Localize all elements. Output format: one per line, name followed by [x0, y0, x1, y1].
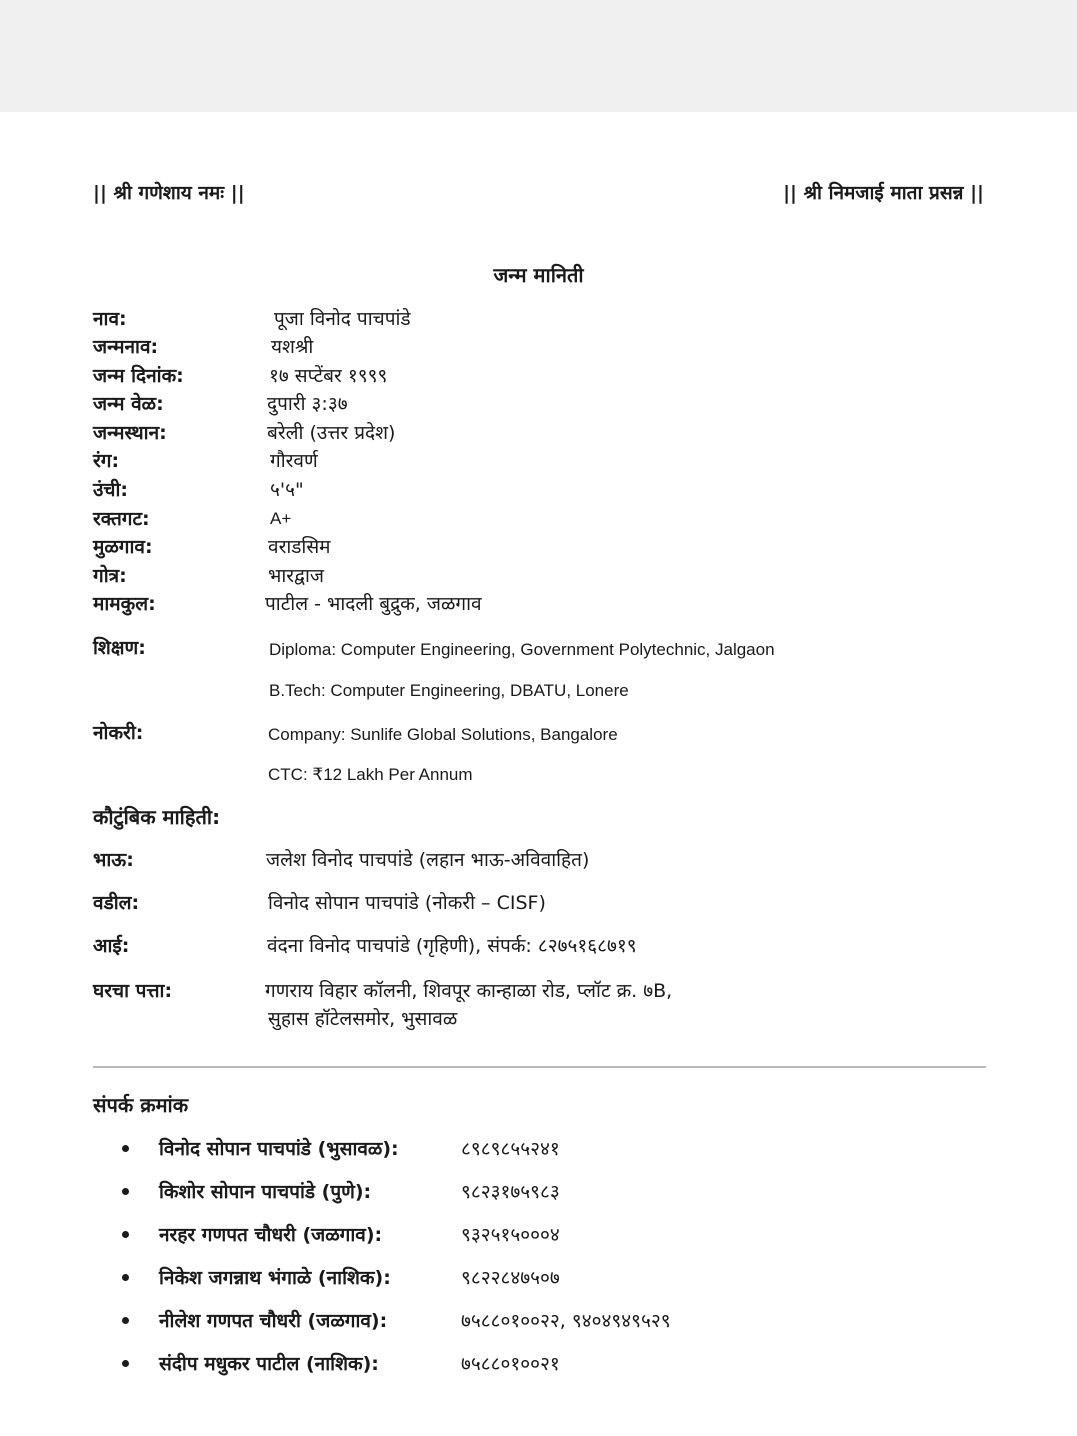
- bullet-icon: [122, 1145, 129, 1152]
- detail-value: A+: [270, 509, 292, 528]
- contacts-heading: संपर्क क्रमांक: [93, 1093, 189, 1117]
- detail-value: पूजा विनोद पाचपांडे: [274, 308, 411, 330]
- contact-number: ७५८८०१००२१: [461, 1353, 560, 1375]
- education-row: [93, 635, 993, 663]
- job-label: नोकरी:: [93, 722, 144, 744]
- contact-item: [122, 1265, 982, 1295]
- detail-row-name: [93, 306, 993, 334]
- contact-number: ८९८९८५५२४१: [461, 1138, 560, 1160]
- detail-value: बरेली (उत्तर प्रदेश): [267, 422, 396, 444]
- job-row: [93, 720, 993, 748]
- education-label: शिक्षण:: [93, 637, 146, 659]
- family-row-brother: [93, 847, 993, 875]
- contact-name: निकेश जगन्नाथ भंगाळे (नाशिक):: [159, 1267, 391, 1289]
- detail-row-birth-date: [93, 363, 993, 391]
- contact-item: [122, 1222, 982, 1252]
- right-invocation: || श्री निमजाई माता प्रसन्न ||: [783, 182, 984, 204]
- job-ctc: CTC: ₹12 Lakh Per Annum: [268, 765, 473, 784]
- contact-name: नीलेश गणपत चौधरी (जळगाव):: [159, 1310, 388, 1332]
- left-invocation: || श्री गणेशाय नमः ||: [93, 182, 245, 204]
- detail-row-birth-time: [93, 391, 993, 419]
- bullet-icon: [122, 1274, 129, 1281]
- detail-value: यशश्री: [271, 336, 314, 358]
- detail-label: रंग:: [93, 450, 120, 472]
- contact-item: [122, 1136, 982, 1166]
- education-row-2: [93, 678, 993, 706]
- family-row-mother: [93, 933, 993, 961]
- detail-row-blood-group: [93, 506, 993, 534]
- detail-label: मुळगाव:: [93, 536, 153, 558]
- address-line-2: सुहास हॉटेलसमोर, भुसावळ: [268, 1008, 458, 1030]
- detail-value: ५'५": [270, 479, 304, 501]
- detail-value: दुपारी ३:३७: [267, 393, 348, 415]
- education-diploma: Diploma: Computer Engineering, Government Polytechnic, Jalgaon: [269, 640, 775, 659]
- detail-label: जन्मनाव:: [93, 336, 159, 358]
- job-company: Company: Sunlife Global Solutions, Bangalore: [268, 725, 618, 744]
- detail-label: मामकुल:: [93, 593, 156, 615]
- section-divider: [93, 1066, 986, 1068]
- contact-number: ९३२५१५०००४: [461, 1224, 560, 1246]
- job-row-2: [93, 762, 993, 790]
- family-value: वंदना विनोद पाचपांडे (गृहिणी), संपर्क: ८२७५१६८७१९: [267, 935, 637, 957]
- bullet-icon: [122, 1231, 129, 1238]
- detail-label: जन्म दिनांक:: [93, 365, 184, 387]
- family-label: आई:: [93, 935, 130, 957]
- bullet-icon: [122, 1317, 129, 1324]
- detail-value: भारद्वाज: [268, 565, 324, 587]
- family-row-address: [93, 978, 993, 1034]
- family-row-father: [93, 890, 993, 918]
- family-value: विनोद सोपान पाचपांडे (नोकरी – CISF): [268, 892, 546, 914]
- contact-item: [122, 1179, 982, 1209]
- detail-label: जन्मस्थान:: [93, 422, 167, 444]
- bullet-icon: [122, 1360, 129, 1367]
- detail-label: गोत्र:: [93, 565, 127, 587]
- detail-value: गौरवर्ण: [270, 450, 318, 472]
- contact-name: संदीप मधुकर पाटील (नाशिक):: [159, 1353, 379, 1375]
- detail-value: वराडसिम: [268, 536, 331, 558]
- family-heading: कौटुंबिक माहिती:: [93, 805, 221, 829]
- detail-label: रक्तगट:: [93, 508, 150, 530]
- family-label: भाऊ:: [93, 849, 134, 871]
- detail-value: १७ सप्टेंबर १९९९: [269, 365, 388, 387]
- contact-number: ९८२२८४७५०७: [461, 1267, 560, 1289]
- detail-row-complexion: [93, 448, 993, 476]
- family-label: वडील:: [93, 892, 140, 914]
- detail-label: जन्म वेळ:: [93, 393, 164, 415]
- contact-name: नरहर गणपत चौधरी (जळगाव):: [159, 1224, 383, 1246]
- detail-value: पाटील - भादली बुद्रुक, जळगाव: [265, 593, 482, 615]
- detail-row-height: [93, 477, 993, 505]
- contact-number: ९८२३१७५९८३: [461, 1181, 560, 1203]
- document-title: जन्म मानिती: [493, 263, 584, 287]
- address-label: घरचा पत्ता:: [93, 980, 173, 1002]
- contact-name: किशोर सोपान पाचपांडे (पुणे):: [159, 1181, 372, 1203]
- detail-row-native-place: [93, 534, 993, 562]
- bullet-icon: [122, 1188, 129, 1195]
- contact-name: विनोद सोपान पाचपांडे (भुसावळ):: [159, 1138, 399, 1160]
- family-value: जलेश विनोद पाचपांडे (लहान भाऊ-अविवाहित): [266, 849, 590, 871]
- detail-label: नाव:: [93, 308, 127, 330]
- address-line-1: गणराय विहार कॉलनी, शिवपूर कान्हाळा रोड, प्लॉट क्र. ७B,: [265, 980, 673, 1002]
- contact-item: [122, 1351, 982, 1381]
- detail-row-birth-place: [93, 420, 993, 448]
- top-gray-band: [0, 0, 1077, 112]
- education-btech: B.Tech: Computer Engineering, DBATU, Lonere: [269, 681, 629, 700]
- contact-number: ७५८८०१००२२, ९४०४९४९५२९: [461, 1310, 671, 1332]
- detail-row-birth-name: [93, 334, 993, 362]
- contact-item: [122, 1308, 982, 1338]
- detail-label: उंची:: [93, 479, 128, 501]
- detail-row-maternal-family: [93, 591, 993, 619]
- detail-row-gotra: [93, 563, 993, 591]
